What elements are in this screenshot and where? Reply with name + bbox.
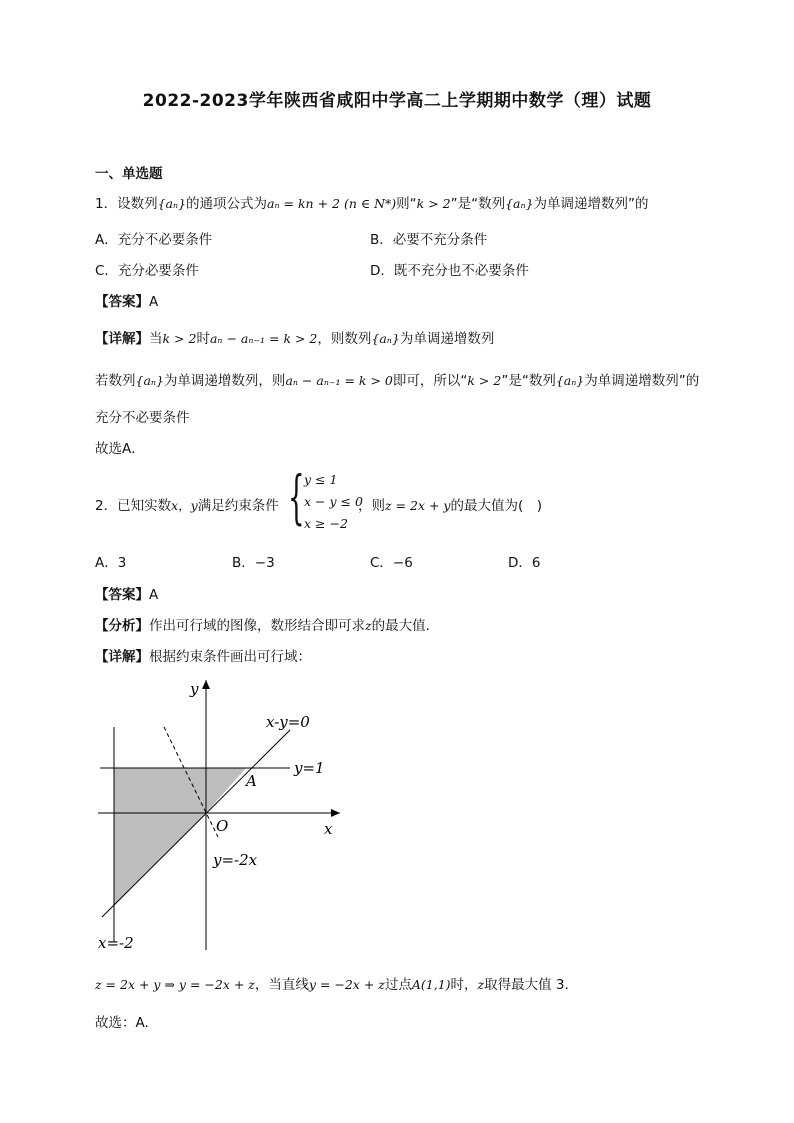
constraint-3: x ≥ −2 — [304, 516, 348, 531]
q1-option-b: B．必要不充分条件 — [370, 232, 488, 248]
q1-option-d: D．既不充分也不必要条件 — [370, 263, 529, 279]
page-title: 2022-2023学年陕西省咸阳中学高二上学期期中数学（理）试题 — [142, 91, 652, 111]
label-origin: O — [216, 817, 229, 835]
label-x-eq-minus-2: x=-2 — [98, 934, 134, 952]
q2-option-c: C．−6 — [370, 555, 413, 571]
label-y-eq-1: y=1 — [294, 759, 325, 777]
section-heading: 一、单选题 — [95, 166, 163, 182]
q1-stem: 1．设数列{aₙ}的通项公式为aₙ = kn + 2 (n ∈ N*)则“k > 2”是“数列{aₙ}为单调递增数列”的 — [95, 196, 649, 212]
constraint-brace: { — [288, 463, 305, 531]
q1-option-a: A．充分不必要条件 — [95, 232, 213, 248]
q2-conclusion: 故选：A. — [95, 1015, 149, 1031]
feasible-region-figure — [90, 672, 370, 962]
q2-option-d: D．6 — [508, 555, 541, 571]
q2-stem: 2．已知实数x，y满足约束条件 — [95, 498, 279, 514]
q2-answer: 【答案】A — [95, 587, 159, 603]
label-point-a: A — [246, 772, 257, 790]
constraint-1: y ≤ 1 — [304, 472, 338, 487]
q1-detail-line-1: 【详解】当k > 2时aₙ − aₙ₋₁ = k > 2，则数列{aₙ}为单调递增数列 — [95, 331, 495, 347]
constraint-2: x − y ≤ 0 — [304, 494, 363, 509]
q2-option-a: A．3 — [95, 555, 127, 571]
q1-detail-line-2: 若数列{aₙ}为单调递增数列，则aₙ − aₙ₋₁ = k > 0即可，所以“k > 2”是“数列{aₙ}为单调递增数列”的 — [95, 373, 700, 389]
q1-option-c: C．充分必要条件 — [95, 263, 199, 279]
label-y-axis: y — [190, 680, 199, 698]
label-x-minus-y: x-y=0 — [266, 713, 310, 731]
q1-conclusion: 故选A． — [95, 441, 145, 457]
q2-option-b: B．−3 — [232, 555, 275, 571]
q2-detail: 【详解】根据约束条件画出可行域： — [95, 649, 311, 665]
q1-answer: 【答案】A — [95, 294, 159, 310]
label-y-eq-minus-2x: y=-2x — [213, 851, 258, 869]
q2-stem-tail: ，则z = 2x + y的最大值为( ) — [358, 498, 543, 514]
q2-final-line: z = 2x + y ⇒ y = −2x + z，当直线y = −2x + z过点A(1,1)时，z取得最大值 3. — [95, 977, 569, 993]
q2-analysis: 【分析】作出可行域的图像，数形结合即可求z的最大值. — [95, 618, 430, 634]
q1-detail-line-3: 充分不必要条件 — [95, 410, 190, 426]
label-x-axis: x — [324, 820, 333, 838]
